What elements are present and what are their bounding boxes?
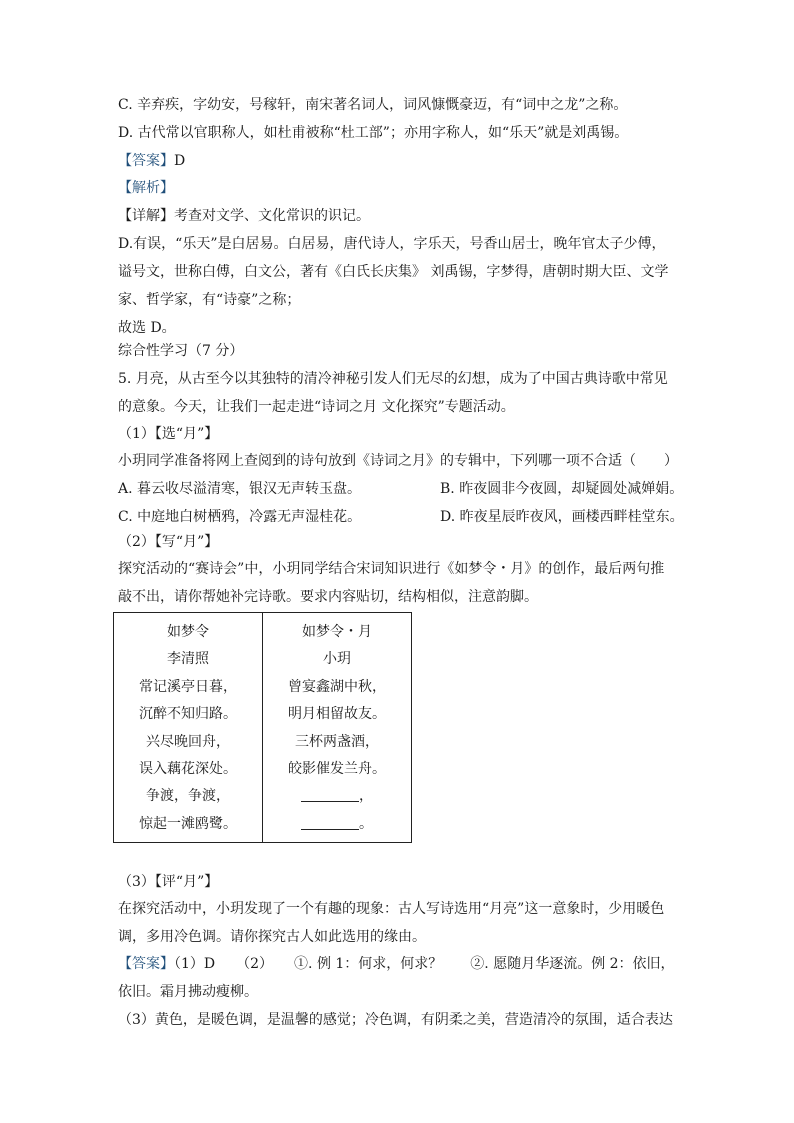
- detail-tag: 【详解】: [118, 208, 174, 224]
- poem-right-line: 曾宴鑫湖中秋，: [288, 678, 386, 695]
- choose-line: 故选 D。: [118, 320, 176, 336]
- subquestion-3-text-2: 调，多用冷色调。请你探究古人如此选用的缘由。: [118, 929, 426, 945]
- poem-left-title: 如梦令: [167, 624, 209, 640]
- poem-right-blank-line: [263, 783, 411, 810]
- answer-line: [118, 151, 678, 171]
- poem-right-line: 三杯两盏酒，: [295, 733, 379, 750]
- section-title: 综合性学习（7 分）: [118, 343, 244, 359]
- choice-b: B. 昨夜圆非今夜圆，却疑圆处减婵娟。: [440, 481, 684, 497]
- explanation-line-3: 家、哲学家，有“诗豪”之称；: [118, 292, 301, 308]
- poem-left-line: 争渡，争渡，: [146, 788, 230, 805]
- choice-d: D. 昨夜星辰昨夜风，画楼西畔桂堂东。: [440, 509, 684, 525]
- answer-value: D: [174, 153, 186, 169]
- poem-left-author: 李清照: [167, 651, 209, 668]
- detail-text: 考查对文学、文化常识的识记。: [174, 208, 370, 224]
- question-5-line-1: 5. 月亮，从古至今以其独特的清冷神秘引发人们无尽的幻想，成为了中国古典诗歌中常见: [118, 371, 668, 387]
- final-answer-line-1: [118, 954, 678, 974]
- poem-right-cell: [263, 613, 412, 843]
- poem-right-line: 皎影催发兰舟。: [288, 761, 386, 778]
- subquestion-1-text: 小玥同学准备将网上查阅到的诗句放到《诗词之月》的专辑中，下列哪一项不合适（ ）: [118, 453, 678, 469]
- explanation-line-1: D.有误，“乐天”是白居易。白居易，唐代诗人，字乐天，号香山居士，晚年官太子少傅，: [118, 236, 666, 252]
- choice-c: C. 中庭地白树栖鸦，冷露无声湿桂花。: [118, 509, 362, 525]
- blank-punct: ，: [359, 788, 373, 805]
- question-5-line-2: 的意象。今天，让我们一起走进“诗词之月 文化探究”专题活动。: [118, 399, 515, 415]
- subquestion-2-text-1: 探究活动的“赛诗会”中，小玥同学结合宋词知识进行《如梦令・月》的创作，最后两句推: [118, 561, 665, 577]
- final-answer-line-3: （3）黄色，是暖色调，是温馨的感觉；冷色调，有阴柔之美，营造清冷的氛围，适合表达: [118, 1012, 673, 1028]
- poem-left-cell: [114, 613, 263, 843]
- poem-right-blank-line: [263, 811, 411, 838]
- final-answer-tag: 【答案】: [118, 956, 174, 972]
- poem-right-title: 如梦令・月: [302, 624, 372, 640]
- poem-left-line: 误入藕花深处。: [139, 761, 237, 778]
- fill-in-blank: [301, 785, 359, 802]
- choice-a: A. 暮云收尽溢清寒，银汉无声转玉盘。: [118, 481, 362, 497]
- poem-left-line: 常记溪亭日暮，: [139, 678, 237, 695]
- detail-line: [118, 206, 678, 226]
- final-answer-line-2: 依旧。霜月拂动瘦柳。: [118, 984, 258, 1000]
- poem-left-line: 惊起一滩鸥鹭。: [139, 815, 237, 832]
- poem-right-author: 小玥: [323, 651, 351, 668]
- fill-in-blank: [301, 813, 359, 830]
- final-answer-text: （1）D （2） ①. 例 1：何求，何求？ ②. 愿随月华逐流。例 2：依旧，: [174, 956, 675, 972]
- blank-punct: 。: [359, 815, 373, 832]
- poem-left-line: 兴尽晚回舟，: [146, 733, 230, 750]
- explanation-line-2: 谥号文，世称白傅，白文公，著有《白氏长庆集》 刘禹锡，字梦得，唐朝时期大臣、文学: [118, 264, 669, 280]
- option-c-text: C. 辛弃疾，字幼安，号稼轩，南宋著名词人，词风慷慨豪迈，有“词中之龙”之称。: [118, 97, 628, 113]
- subquestion-2-title: （2）【写“月”】: [118, 534, 219, 550]
- poem-left-line: 沉醉不知归路。: [139, 706, 237, 723]
- poem-comparison-table: [113, 612, 412, 843]
- answer-tag: 【答案】: [118, 153, 174, 169]
- option-d-text: D. 古代常以官职称人，如杜甫被称“杜工部”；亦用字称人，如“乐天”就是刘禹锡。: [118, 125, 629, 141]
- analysis-tag: 【解析】: [118, 180, 174, 196]
- subquestion-3-title: （3）【评“月”】: [118, 874, 219, 890]
- poem-right-line: 明月相留故友。: [288, 706, 386, 723]
- subquestion-3-text-1: 在探究活动中，小玥发现了一个有趣的现象：古人写诗选用“月亮”这一意象时，少用暖色: [118, 901, 665, 917]
- subquestion-1-title: （1）【选“月”】: [118, 426, 219, 442]
- subquestion-2-text-2: 敲不出，请你帮她补完诗歌。要求内容贴切，结构相似，注意韵脚。: [118, 589, 538, 605]
